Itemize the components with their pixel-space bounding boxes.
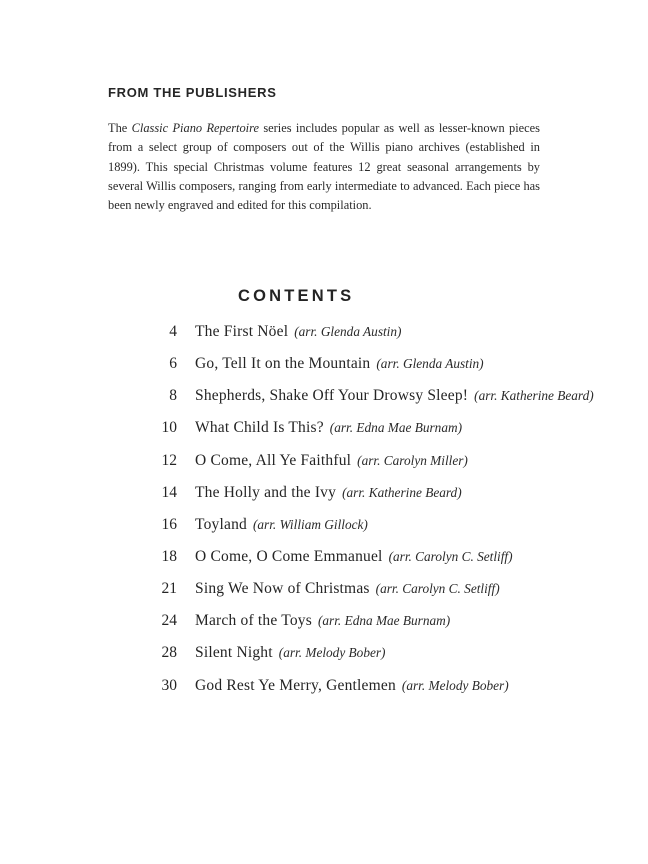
toc-page-number: 30: [161, 676, 177, 694]
toc-row: [108, 412, 594, 444]
toc-arranger: (arr. Carolyn C. Setliff): [375, 581, 500, 597]
toc-title: Shepherds, Shake Off Your Drowsy Sleep!: [195, 387, 469, 405]
toc-row: [108, 509, 594, 541]
toc-arranger: (arr. William Gillock): [252, 516, 368, 532]
paragraph-lead: The: [108, 121, 132, 135]
toc-page-number: 18: [161, 547, 177, 565]
toc-row: [108, 637, 594, 669]
toc-arranger: (arr. Carolyn Miller): [357, 452, 468, 468]
contents-list: [108, 316, 594, 702]
toc-row: [108, 380, 594, 412]
contents-heading: CONTENTS: [238, 287, 355, 305]
toc-page-number: 28: [161, 644, 177, 662]
toc-title: Toyland: [195, 515, 247, 533]
toc-page-number: 12: [161, 451, 177, 469]
toc-row: [108, 477, 594, 509]
toc-page-number: 16: [161, 515, 177, 533]
toc-arranger: (arr. Glenda Austin): [294, 324, 402, 339]
toc-row: [108, 573, 594, 605]
toc-title: Silent Night: [195, 644, 273, 662]
toc-title: The Holly and the Ivy: [195, 483, 337, 501]
toc-title: March of the Toys: [195, 612, 312, 630]
toc-page-number: 4: [169, 323, 177, 340]
publishers-paragraph: [108, 119, 540, 215]
toc-row: [108, 670, 594, 702]
toc-page-number: 8: [169, 387, 177, 405]
toc-arranger: (arr. Katherine Beard): [474, 388, 594, 404]
toc-arranger: (arr. Edna Mae Burnam): [317, 613, 451, 629]
toc-arranger: (arr. Edna Mae Burnam): [329, 420, 463, 436]
toc-row: [108, 605, 594, 637]
toc-row: [108, 316, 594, 348]
toc-arranger: (arr. Katherine Beard): [342, 484, 462, 500]
toc-title: Go, Tell It on the Mountain: [195, 355, 371, 373]
toc-page-number: 14: [161, 483, 177, 501]
toc-arranger: (arr. Glenda Austin): [376, 356, 484, 372]
toc-title: What Child Is This?: [195, 419, 324, 437]
toc-arranger: (arr. Carolyn C. Setliff): [388, 548, 513, 564]
toc-title: The First Nöel: [195, 323, 289, 340]
toc-title: God Rest Ye Merry, Gentlemen: [195, 676, 396, 694]
toc-row: [108, 348, 594, 380]
paragraph-body: series includes popular as well as lesser-known pieces from a select group of composers out of the Willis piano archives (established in 1899). This special Christmas volume features 12 great seasonal arrangements by several Willis composers, ranging from early intermediate to advanced. Each piece has been newly engraved and edited for this compilation.: [108, 121, 540, 213]
toc-page-number: 6: [169, 355, 177, 373]
toc-arranger: (arr. Melody Bober): [401, 677, 509, 693]
publishers-heading: FROM THE PUBLISHERS: [108, 85, 277, 100]
series-title-italic: Classic Piano Repertoire: [131, 121, 259, 135]
toc-title: Sing We Now of Christmas: [195, 580, 370, 598]
toc-title: O Come, All Ye Faithful: [195, 451, 352, 469]
toc-page-number: 24: [161, 612, 177, 630]
toc-row: [108, 541, 594, 573]
toc-arranger: (arr. Melody Bober): [278, 645, 386, 661]
toc-row: [108, 445, 594, 477]
toc-title: O Come, O Come Emmanuel: [195, 547, 383, 565]
toc-page-number: 21: [161, 580, 177, 598]
toc-page-number: 10: [161, 419, 177, 437]
